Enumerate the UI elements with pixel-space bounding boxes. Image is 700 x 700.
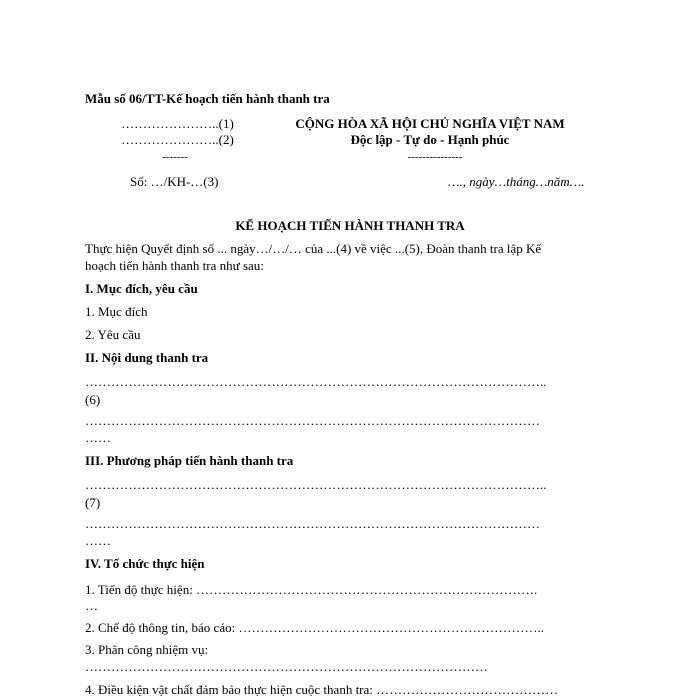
date-line: …., ngày…tháng…năm…. (448, 174, 585, 189)
intro-line-2: hoạch tiến hành thanh tra như sau: (85, 258, 264, 273)
section-3-dots-1: …………………………………………………………………………………………….. (85, 477, 547, 492)
left-divider: ------- (162, 151, 188, 163)
intro-line-1: Thực hiện Quyết định số ... ngày…/…/… của ...(4) về việc ...(5), Đoàn thanh tra lập Kế (85, 241, 542, 256)
country-name: CỘNG HÒA XÃ HỘI CHỦ NGHĨA VIỆT NAM (295, 116, 565, 131)
section-4-item-1: 1. Tiến độ thực hiện: ……………………………………………………………………. (85, 582, 538, 597)
section-4-item-3: 3. Phân công nhiệm vụ: (85, 642, 209, 657)
right-divider: --------------- (407, 151, 463, 163)
section-3-note: (7) (85, 495, 101, 510)
section-3-heading: III. Phương pháp tiến hành thanh tra (85, 453, 294, 468)
form-code: Mẫu số 06/TT-Kế hoạch tiến hành thanh tra (85, 91, 330, 106)
section-2-dots-1: …………………………………………………………………………………………….. (85, 374, 547, 389)
document-title: KẾ HOẠCH TIẾN HÀNH THANH TRA (235, 218, 465, 233)
section-4-item-3-dots: ………………………………………………………………………………… (85, 659, 488, 674)
section-2-dots-3: …… (85, 430, 111, 445)
national-motto: Độc lập - Tự do - Hạnh phúc (350, 132, 510, 147)
section-2-heading: II. Nội dung thanh tra (85, 350, 209, 365)
document-number: Số: …/KH-…(3) (130, 174, 219, 189)
section-2-note: (6) (85, 392, 101, 407)
section-3-dots-2: …………………………………………………………………………………………… (85, 516, 540, 531)
section-1-item-1: 1. Mục đích (85, 304, 148, 319)
section-4-item-4: 4. Điều kiện vật chất đảm bảo thực hiện cuộc thanh tra: …………………………………… (85, 682, 559, 697)
section-1-heading: I. Mục đích, yêu cầu (85, 281, 198, 296)
agency-line-2: …………………..(2) (121, 132, 234, 147)
section-2-dots-2: …………………………………………………………………………………………… (85, 413, 540, 428)
section-4-heading: IV. Tổ chức thực hiện (85, 556, 205, 571)
agency-line-1: …………………..(1) (121, 116, 234, 131)
section-4-item-1-cont: … (85, 598, 98, 613)
section-1-item-2: 2. Yêu cầu (85, 327, 141, 342)
section-4-item-2: 2. Chế độ thông tin, báo cáo: …………………………………………………………….. (85, 620, 544, 635)
section-3-dots-3: …… (85, 533, 111, 548)
